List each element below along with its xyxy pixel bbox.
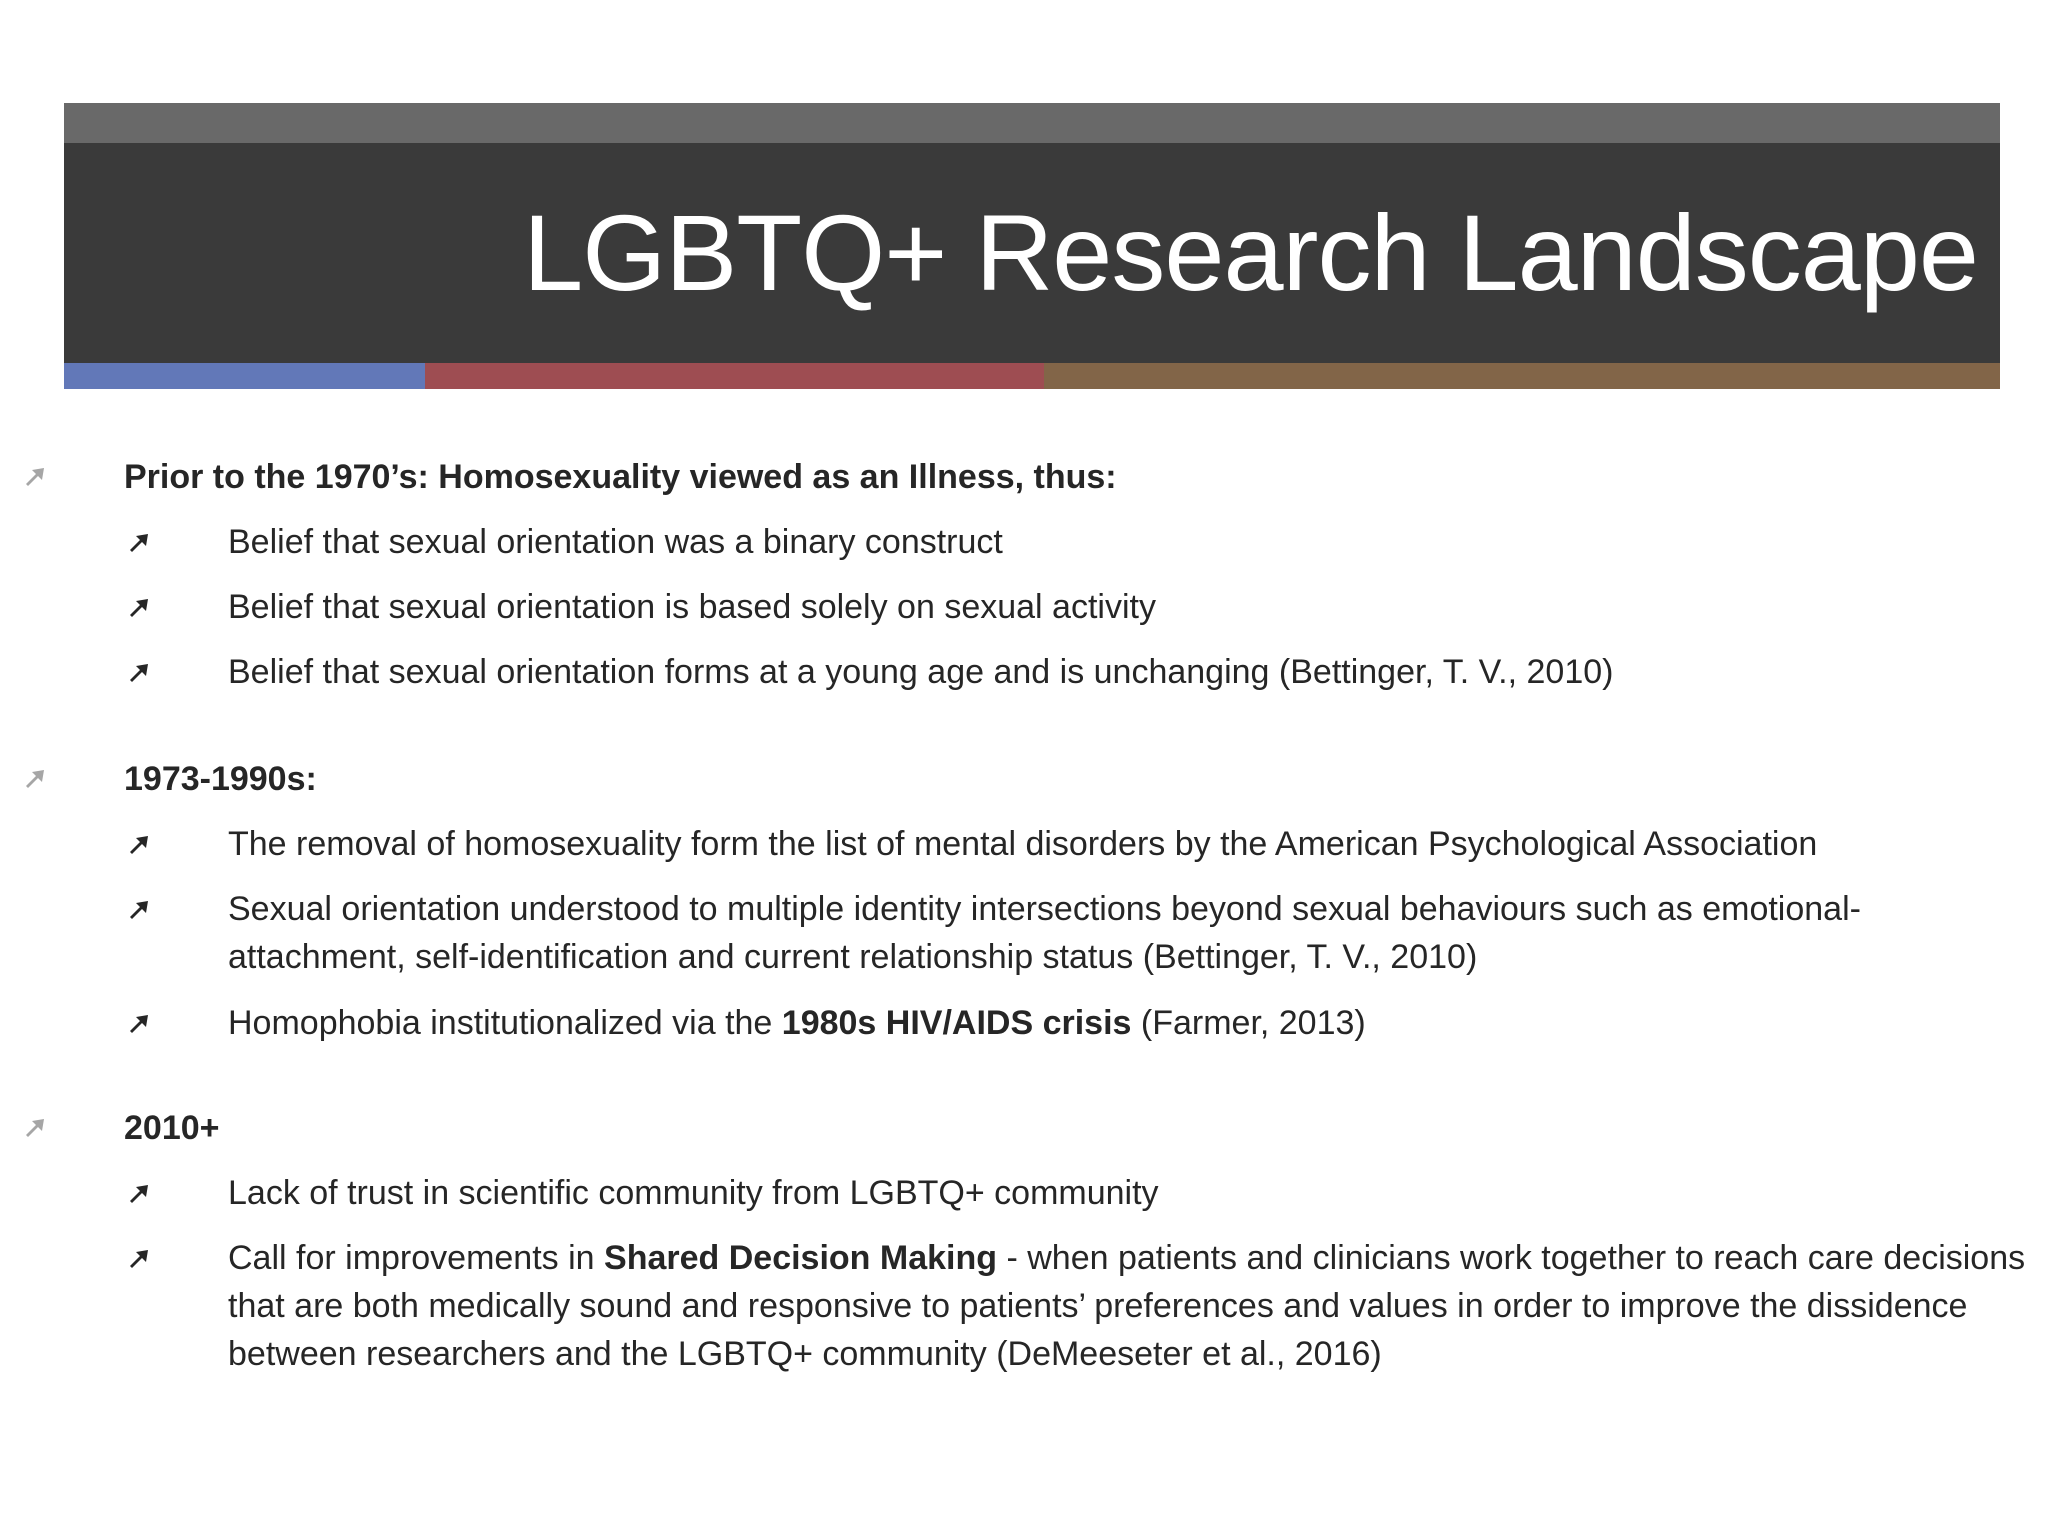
- arrow-up-right-icon: [124, 658, 154, 688]
- accent-segment-red: [425, 363, 1044, 389]
- section-heading-text: Prior to the 1970’s: Homosexuality viewed as an Illness, thus:: [124, 458, 1117, 496]
- list-item-emphasis: Shared Decision Making: [604, 1239, 998, 1277]
- accent-segment-blue: [64, 363, 425, 389]
- list-item-text-part: Call for improvements in: [228, 1239, 605, 1277]
- arrow-up-right-icon: [124, 528, 154, 558]
- arrow-up-right-icon: [20, 462, 50, 492]
- list-item-text-part: - when patients and clinicians work together to reach care decisions that are both medically sound and responsive to patients’ preferences and values in order to improve the dissidence between researchers and the LGBTQ+ community (DeMeeseter et al., 2016): [228, 1239, 2026, 1373]
- arrow-up-right-icon: [124, 1244, 154, 1274]
- title-banner: [64, 103, 2000, 387]
- banner-top-strip: [64, 103, 2000, 143]
- arrow-up-right-icon: [124, 1179, 154, 1209]
- arrow-up-right-icon: [124, 1009, 154, 1039]
- list-item-text-part: Homophobia institutionalized via the: [228, 1004, 782, 1042]
- section-heading-text: 1973-1990s:: [124, 760, 317, 798]
- arrow-up-right-icon: [20, 764, 50, 794]
- accent-segment-brown: [1044, 363, 2000, 389]
- slide-title: LGBTQ+ Research Landscape: [523, 192, 1978, 313]
- list-item-text: Belief that sexual orientation was a binary construct: [228, 523, 1003, 561]
- section-heading-text: 2010+: [124, 1109, 220, 1147]
- arrow-up-right-icon: [124, 830, 154, 860]
- arrow-up-right-icon: [124, 593, 154, 623]
- list-item-text: Lack of trust in scientific community from LGBTQ+ community: [228, 1174, 1159, 1212]
- list-item-emphasis: 1980s HIV/AIDS crisis: [781, 1004, 1132, 1042]
- list-item-text: Belief that sexual orientation forms at a young age and is unchanging (Bettinger, T. V., 2010): [228, 653, 1614, 691]
- arrow-up-right-icon: [124, 895, 154, 925]
- list-item-text: [228, 999, 2028, 1047]
- arrow-up-right-icon: [20, 1113, 50, 1143]
- list-item-text: Belief that sexual orientation is based solely on sexual activity: [228, 588, 1156, 626]
- list-item-text: Sexual orientation understood to multiple identity intersections beyond sexual behaviours such as emotional-attachment, self-identification and current relationship status (Bettinger, T. V., 2010): [228, 890, 1861, 976]
- list-item-text-part: (Farmer, 2013): [1131, 1004, 1366, 1042]
- list-item-text: [228, 1234, 2028, 1378]
- accent-bar: [64, 363, 2000, 389]
- list-item-text: The removal of homosexuality form the list of mental disorders by the American Psychological Association: [228, 825, 1818, 863]
